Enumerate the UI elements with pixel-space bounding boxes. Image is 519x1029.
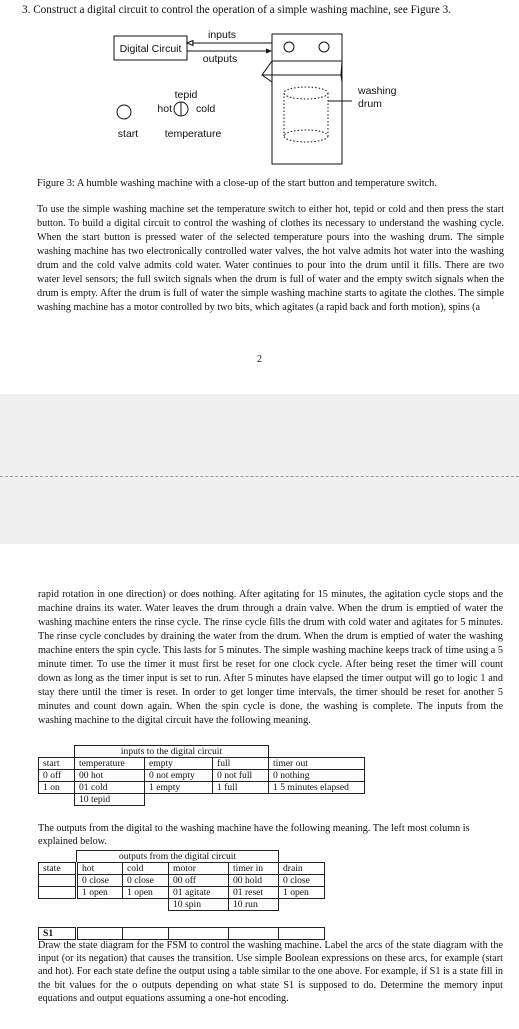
- page-top: [0, 0, 519, 394]
- table-cell: 1 5 minutes elapsed: [269, 782, 365, 794]
- inputs-label: inputs: [207, 29, 237, 41]
- outputs-label: outputs: [202, 53, 238, 65]
- table-cell: [39, 887, 77, 899]
- washing-machine-figure: [0, 0, 519, 176]
- table-cell: [269, 794, 365, 806]
- outputs-table: [38, 850, 325, 911]
- washing-drum-label-2: drum: [358, 98, 382, 110]
- table-cell: 01 reset: [229, 887, 279, 899]
- machine-lid: [262, 61, 342, 75]
- table-cell: [123, 899, 169, 911]
- paragraph-rinse-spin: rapid rotation in one direction) or does nothing. After agitating for 15 minutes, the agitation cycle stops and the machine drains its water. Water leaves the drum through a drain valve. When the drum is emptied of water the washing machine enters the rinse cycle. The rinse cycle fills the drum with cold water and agitates for 5 minutes. The rinse cycle concludes by draining the water from the drum. When the drum is emptied of water the washing machine enters the spin cycle. This lasts for 5 minutes. The simple washing machine keeps track of time using a 5 minute timer. To use the timer it must first be reset for one clock cycle. After being reset the timer will count down as long as the timer input is set to run. After 5 minutes have elapsed the timer output will go to logic 1 and stay there until the timer is reset. In order to get longer time intervals, the timer should be reset for another 5 minutes and count down again. When the spin cycle is done, the washing is complete. The inputs from the washing machine to the digital circuit have the following meaning.: [38, 589, 503, 726]
- outputs-intro-text: The outputs from the digital to the washing machine have the following meaning. The left most column is explained below.: [38, 823, 470, 847]
- table-cell: 0 off: [39, 770, 75, 782]
- inputs-header-empty: empty: [145, 758, 213, 770]
- tepid-label: tepid: [174, 89, 198, 101]
- outputs-header-hot: hot: [77, 863, 123, 875]
- table-cell: [123, 928, 169, 940]
- outputs-header-state: state: [39, 863, 77, 875]
- drum-top: [284, 87, 328, 99]
- table-cell: 0 close: [77, 875, 123, 887]
- table-cell: [39, 899, 77, 911]
- table-cell: 0 close: [279, 875, 325, 887]
- start-button: [117, 105, 131, 119]
- outputs-arrowhead: [266, 49, 272, 54]
- table-row: [39, 782, 365, 794]
- table-cell: 01 cold: [75, 782, 145, 794]
- table-cell: 00 hold: [229, 875, 279, 887]
- table-cell: [145, 794, 213, 806]
- table-row: [39, 887, 325, 899]
- table-cell: 00 off: [169, 875, 229, 887]
- page-gap: [0, 394, 519, 544]
- table-cell: [229, 928, 279, 940]
- question-heading: 3. Construct a digital circuit to control the operation of a simple washing machine, see Figure 3.: [22, 4, 452, 16]
- s1-state-cell: S1: [39, 928, 77, 940]
- digital-circuit-label: Digital Circuit: [119, 43, 182, 55]
- hot-label: hot: [157, 103, 172, 115]
- inputs-table: [38, 745, 365, 806]
- paragraph-washing-cycle: To use the simple washing machine set the temperature switch to either hot, tepid or cold and then press the start button. To build a digital circuit to control the washing of clothes its necessary to understand the washing cycle. When the start button is pressed water of the selected temperature pours into the washing drum. The simple washing machine has two electronically controlled water valves, the hot valve admits hot water into the washing drum and the cold valve admits cold water. Water continues to pour into the drum until it fills. There are two water level sensors; the full switch signals when the drum is full of water and the empty switch signals when the drum is empty. After the drum is full of water the simple washing machine starts to agitate the clothes. The simple washing machine has a motor controlled by two bits, which agitates (a rapid back and forth motion), spins (a: [37, 204, 504, 313]
- table-row: [39, 770, 365, 782]
- machine-knob-right: [319, 42, 329, 52]
- table-row: [39, 794, 365, 806]
- washing-drum-label-1: washing: [358, 85, 397, 97]
- table-cell: 1 open: [279, 887, 325, 899]
- outputs-header-timer-in: timer in: [229, 863, 279, 875]
- inputs-header-timer-out: timer out: [269, 758, 365, 770]
- table-cell: 0 close: [123, 875, 169, 887]
- outputs-header-cold: cold: [123, 863, 169, 875]
- table-cell: 10 run: [229, 899, 279, 911]
- temperature-label: temperature: [164, 128, 222, 140]
- paragraph-state-diagram-task: Draw the state diagram for the FSM to control the washing machine. Label the arcs of the state diagram with the input (or its negation) that causes the transition. Use simple Boolean expressions on these arcs, for example (start and hot). For each state define the output using a table similar to the one above. For example, if S1 is a state fill in the bit values for the o outputs depending on what state S1 is supposed to do. Determine the memory input equations and output equations assuming a one-hot encoding.: [38, 940, 503, 1004]
- inputs-table-title: inputs to the digital circuit: [75, 746, 269, 758]
- table-cell: 1 full: [213, 782, 269, 794]
- machine-knob-left: [284, 42, 294, 52]
- table-cell: 1 on: [39, 782, 75, 794]
- outputs-header-motor: motor: [169, 863, 229, 875]
- inputs-header-start: start: [39, 758, 75, 770]
- table-cell: [39, 875, 77, 887]
- figure-caption: Figure 3: A humble washing machine with a close-up of the start button and temperature switch.: [37, 178, 437, 189]
- table-cell: 00 hot: [75, 770, 145, 782]
- drum-bottom: [284, 130, 328, 142]
- start-label: start: [117, 128, 139, 140]
- table-row: [39, 928, 325, 940]
- table-cell: [77, 928, 123, 940]
- outputs-header-drain: drain: [279, 863, 325, 875]
- table-row: [39, 899, 325, 911]
- table-cell: 1 open: [77, 887, 123, 899]
- page-separator: [0, 476, 519, 477]
- table-cell: 10 tepid: [75, 794, 145, 806]
- table-cell: [39, 794, 75, 806]
- table-row: [39, 875, 325, 887]
- inputs-header-full: full: [213, 758, 269, 770]
- page-number: 2: [257, 354, 262, 365]
- table-cell: 01 agitate: [169, 887, 229, 899]
- cold-label: cold: [196, 103, 216, 115]
- table-cell: [169, 928, 229, 940]
- table-cell: 0 nothing: [269, 770, 365, 782]
- table-cell: 0 not full: [213, 770, 269, 782]
- inputs-header-temperature: temperature: [75, 758, 145, 770]
- table-cell: [279, 928, 325, 940]
- table-cell: 1 empty: [145, 782, 213, 794]
- table-cell: 1 open: [123, 887, 169, 899]
- washing-machine-body: [272, 34, 342, 164]
- outputs-table-title: outputs from the digital circuit: [77, 851, 279, 863]
- table-cell: 10 spin: [169, 899, 229, 911]
- table-cell: 0 not empty: [145, 770, 213, 782]
- table-cell: [279, 899, 325, 911]
- table-cell: [213, 794, 269, 806]
- table-cell: [77, 899, 123, 911]
